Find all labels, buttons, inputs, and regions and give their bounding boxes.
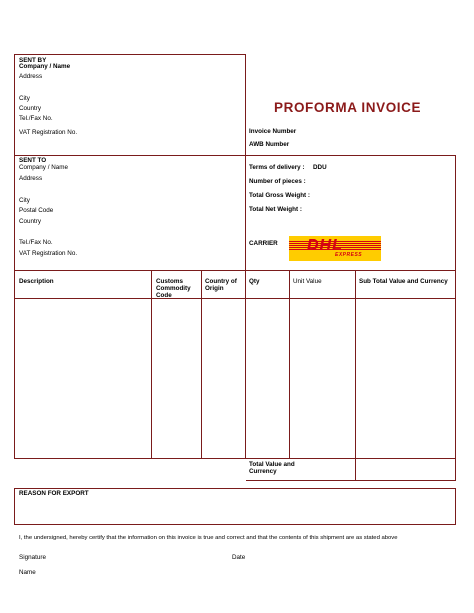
sender-vat-label[interactable]: VAT Registration No. <box>19 129 78 136</box>
total-value-label-1: Total Value and <box>249 461 295 468</box>
sender-city-label[interactable]: City <box>19 95 30 102</box>
certification-text: I, the undersigned, hereby certify that the information on this invoice is true and correct and that the contents of this shipment are as stated above <box>19 535 398 541</box>
recipient-vat-label[interactable]: VAT Registration No. <box>19 250 78 257</box>
sender-tel-label[interactable]: Tel./Fax No. <box>19 115 53 122</box>
sender-address-label[interactable]: Address <box>19 73 43 80</box>
awb-number-label[interactable]: AWB Number <box>249 141 290 148</box>
signature-label[interactable]: Signature <box>19 554 46 561</box>
carrier-label: CARRIER <box>249 240 278 247</box>
subtotal-cell[interactable] <box>356 299 455 458</box>
recipient-postal-label[interactable]: Postal Code <box>19 207 54 214</box>
reason-box-right <box>455 488 456 525</box>
col-header-qty: Qty <box>249 278 260 285</box>
reason-for-export-label: REASON FOR EXPORT <box>19 490 89 497</box>
col-header-customs-2: Commodity <box>156 285 191 292</box>
invoice-number-label[interactable]: Invoice Number <box>249 128 297 135</box>
recipient-address-label[interactable]: Address <box>19 175 43 182</box>
gross-weight-label[interactable]: Total Gross Weight : <box>249 192 310 199</box>
col-header-origin-2: Origin <box>205 285 224 292</box>
shipment-top-border <box>246 155 455 156</box>
unit-value-cell[interactable] <box>290 299 355 458</box>
pieces-label[interactable]: Number of pieces : <box>249 178 306 185</box>
customs-code-cell[interactable] <box>152 299 201 458</box>
recipient-tel-label[interactable]: Tel./Fax No. <box>19 239 53 246</box>
col-header-origin-1: Country of <box>205 278 237 285</box>
col-header-description: Description <box>19 278 54 285</box>
col-header-subtotal: Sub Total Value and Currency <box>359 278 448 285</box>
description-cell[interactable] <box>15 299 151 458</box>
total-row-bottom-border <box>246 480 456 481</box>
terms-value[interactable]: DDU <box>313 164 327 171</box>
sent-to-heading: SENT TO <box>19 157 47 164</box>
reason-box-bottom <box>14 524 456 525</box>
col-header-customs-3: Code <box>156 292 172 299</box>
col-header-unit-value: Unit Value <box>293 278 322 285</box>
col-header-customs-1: Customs <box>156 278 183 285</box>
reason-for-export-field[interactable] <box>15 498 455 524</box>
terms-label: Terms of delivery : <box>249 164 305 171</box>
sent-to-top-border <box>14 155 246 156</box>
recipient-company-label[interactable]: Company / Name <box>19 164 68 171</box>
recipient-country-label[interactable]: Country <box>19 218 42 225</box>
sender-country-label[interactable]: Country <box>19 105 42 112</box>
total-value-label-2: Currency <box>249 468 277 475</box>
sent-by-top-border <box>14 54 246 55</box>
origin-cell[interactable] <box>202 299 245 458</box>
right-border <box>455 155 456 480</box>
net-weight-label[interactable]: Total Net Weight : <box>249 206 302 213</box>
recipient-city-label[interactable]: City <box>19 197 30 204</box>
sent-by-heading: SENT BY <box>19 57 47 64</box>
name-label[interactable]: Name <box>19 569 36 576</box>
table-top-border <box>14 270 456 271</box>
date-label[interactable]: Date <box>232 554 246 561</box>
qty-cell[interactable] <box>246 299 289 458</box>
sender-company-label[interactable]: Company / Name <box>19 63 71 70</box>
reason-box-top <box>14 488 456 489</box>
total-value-cell[interactable] <box>356 459 455 480</box>
dhl-logo-text: DHL <box>307 237 343 254</box>
dhl-logo-subtext: EXPRESS <box>335 252 363 258</box>
dhl-logo <box>289 236 381 261</box>
page-title: PROFORMA INVOICE <box>274 100 422 115</box>
